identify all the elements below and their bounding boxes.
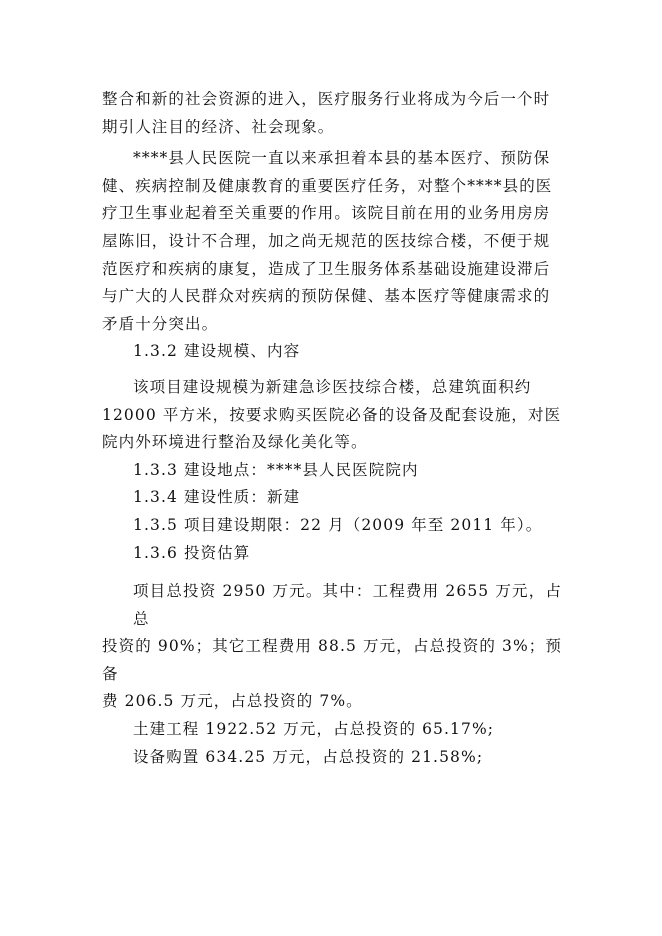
text-line: 院内外环境进行整治及绿化美化等。 [102,433,368,452]
paragraph-intro-continuation [102,86,562,141]
text-line: ****县人民医院一直以来承担着本县的基本医疗、预防保 [133,149,551,168]
text-line: 整合和新的社会资源的进入，医疗服务行业将成为今后一个时 [102,90,551,108]
document-page [102,86,562,771]
text-line: 矛盾十分突出。 [102,314,219,333]
paragraph-hospital-background [102,145,562,338]
paragraph-construction-scale [102,374,562,457]
text-line: 与广大的人民群众对疾病的预防保健、基本医疗等健康需求的 [102,287,551,306]
section-heading-1-3-6: 1.3.6 投资估算 [133,543,251,562]
text-line: 费 206.5 万元，占总投资的 7%。 [102,692,363,711]
section-heading-1-3-5: 1.3.5 项目建设期限：22 月（2009 年至 2011 年）。 [133,515,543,534]
paragraph-investment-estimate [102,578,562,716]
section-heading-1-3-3: 1.3.3 建设地点：****县人民医院院内 [133,460,419,479]
section-heading-1-3-2: 1.3.2 建设规模、内容 [133,342,301,361]
text-line: 疗卫生事业起着至关重要的作用。该院目前在用的业务用房房 [102,204,551,223]
text-line: 健、疾病控制及健康教育的重要医疗任务，对整个****县的医 [102,176,553,195]
text-line: 范医疗和疾病的康复，造成了卫生服务体系基础设施建设滞后 [102,259,551,278]
text-line: 屋陈旧，设计不合理，加之尚无规范的医技综合楼，不便于规 [102,231,551,250]
text-line: 该项目建设规模为新建急诊医技综合楼，总建筑面积约 [133,377,532,396]
text-line: 项目总投资 2950 万元。其中：工程费用 2655 万元，占总 [133,582,562,628]
text-line: 12000 平方米，按要求购买医院必备的设备及配套设施，对医 [102,405,562,424]
text-line: 投资的 90%；其它工程费用 88.5 万元，占总投资的 3%；预备 [102,637,562,683]
text-line: 期引人注目的经济、社会现象。 [102,117,335,136]
paragraph-equipment-purchase: 设备购置 634.25 万元，占总投资的 21.58%; [133,747,484,766]
paragraph-civil-works: 土建工程 1922.52 万元，占总投资的 65.17%; [133,720,495,739]
section-heading-1-3-4: 1.3.4 建设性质：新建 [133,488,301,507]
